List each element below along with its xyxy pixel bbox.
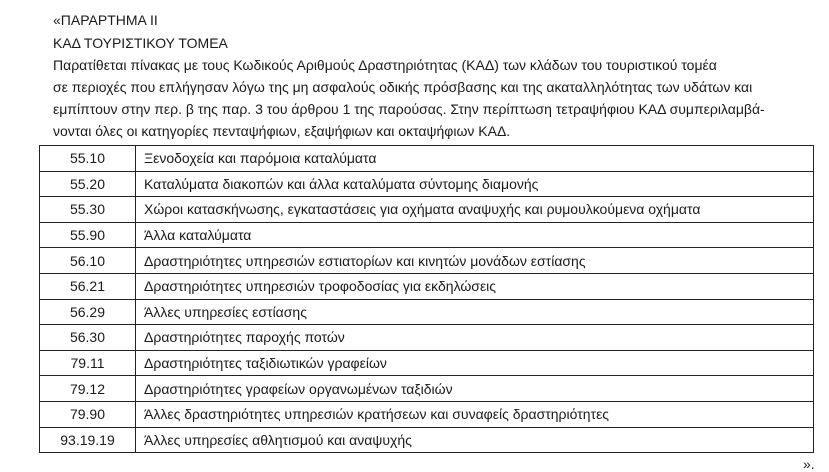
- annex-title: «ΠΑΡΑΡΤΗΜΑ ΙΙ: [53, 12, 158, 28]
- kad-description: Δραστηριότητες παροχής ποτών: [136, 325, 814, 351]
- table-row: [40, 350, 814, 376]
- annex-subtitle: ΚΑΔ ΤΟΥΡΙΣΤΙΚΟΥ ΤΟΜΕΑ: [53, 35, 228, 51]
- table-row: [40, 146, 814, 172]
- table-row: [40, 427, 814, 453]
- table-row: [40, 197, 814, 223]
- kad-description: Δραστηριότητες υπηρεσιών τροφοδοσίας για εκδηλώσεις: [136, 273, 814, 299]
- kad-description: Ξενοδοχεία και παρόμοια καταλύματα: [136, 146, 814, 172]
- intro-line-1: Παρατίθεται πίνακας με τους Κωδικούς Αριθμούς Δραστηριότητας (ΚΑΔ) των κλάδων του τουριστικού τομέα: [53, 57, 717, 73]
- table-row: [40, 299, 814, 325]
- kad-description: Άλλα καταλύματα: [136, 222, 814, 248]
- kad-description: Δραστηριότητες γραφείων οργανωμένων ταξιδιών: [136, 376, 814, 402]
- kad-description: Δραστηριότητες υπηρεσιών εστιατορίων και κινητών μονάδων εστίασης: [136, 248, 814, 274]
- kad-description: Άλλες υπηρεσίες εστίασης: [136, 299, 814, 325]
- table-row: [40, 401, 814, 427]
- intro-line-4: νονται όλες οι κατηγορίες πενταψήφιων, εξαψήφιων και οκταψήφιων ΚΑΔ.: [53, 123, 511, 139]
- kad-code: 56.30: [40, 325, 136, 351]
- table-row: [40, 273, 814, 299]
- kad-code: 79.11: [40, 350, 136, 376]
- kad-code: 55.30: [40, 197, 136, 223]
- kad-code: 56.21: [40, 273, 136, 299]
- table-row: [40, 222, 814, 248]
- intro-line-3: εμπίπτουν στην περ. β της παρ. 3 του άρθρου 1 της παρούσας. Στην περίπτωση τετραψήφιου ΚΑΔ συμπεριλαμβά-: [53, 101, 765, 117]
- closing-quote-mark: ».: [803, 456, 815, 472]
- kad-description: Χώροι κατασκήνωσης, εγκαταστάσεις για οχήματα αναψυχής και ρυμουλκούμενα οχήματα: [136, 197, 814, 223]
- kad-code: 56.10: [40, 248, 136, 274]
- table-row: [40, 325, 814, 351]
- intro-line-2: σε περιοχές που επλήγησαν λόγω της μη ασφαλούς οδικής πρόσβασης και της ακαταλληλότητας των υδάτων και: [53, 79, 753, 95]
- kad-code: 55.90: [40, 222, 136, 248]
- kad-code: 55.20: [40, 171, 136, 197]
- kad-code: 93.19.19: [40, 427, 136, 453]
- kad-description: Δραστηριότητες ταξιδιωτικών γραφείων: [136, 350, 814, 376]
- kad-code: 55.10: [40, 146, 136, 172]
- table-row: [40, 171, 814, 197]
- kad-description: Καταλύματα διακοπών και άλλα καταλύματα σύντομης διαμονής: [136, 171, 814, 197]
- table-row: [40, 248, 814, 274]
- kad-description: Άλλες δραστηριότητες υπηρεσιών κρατήσεων και συναφείς δραστηριότητες: [136, 401, 814, 427]
- kad-code: 56.29: [40, 299, 136, 325]
- kad-code: 79.90: [40, 401, 136, 427]
- kad-table: [39, 145, 814, 453]
- table-row: [40, 376, 814, 402]
- kad-description: Άλλες υπηρεσίες αθλητισμού και αναψυχής: [136, 427, 814, 453]
- kad-code: 79.12: [40, 376, 136, 402]
